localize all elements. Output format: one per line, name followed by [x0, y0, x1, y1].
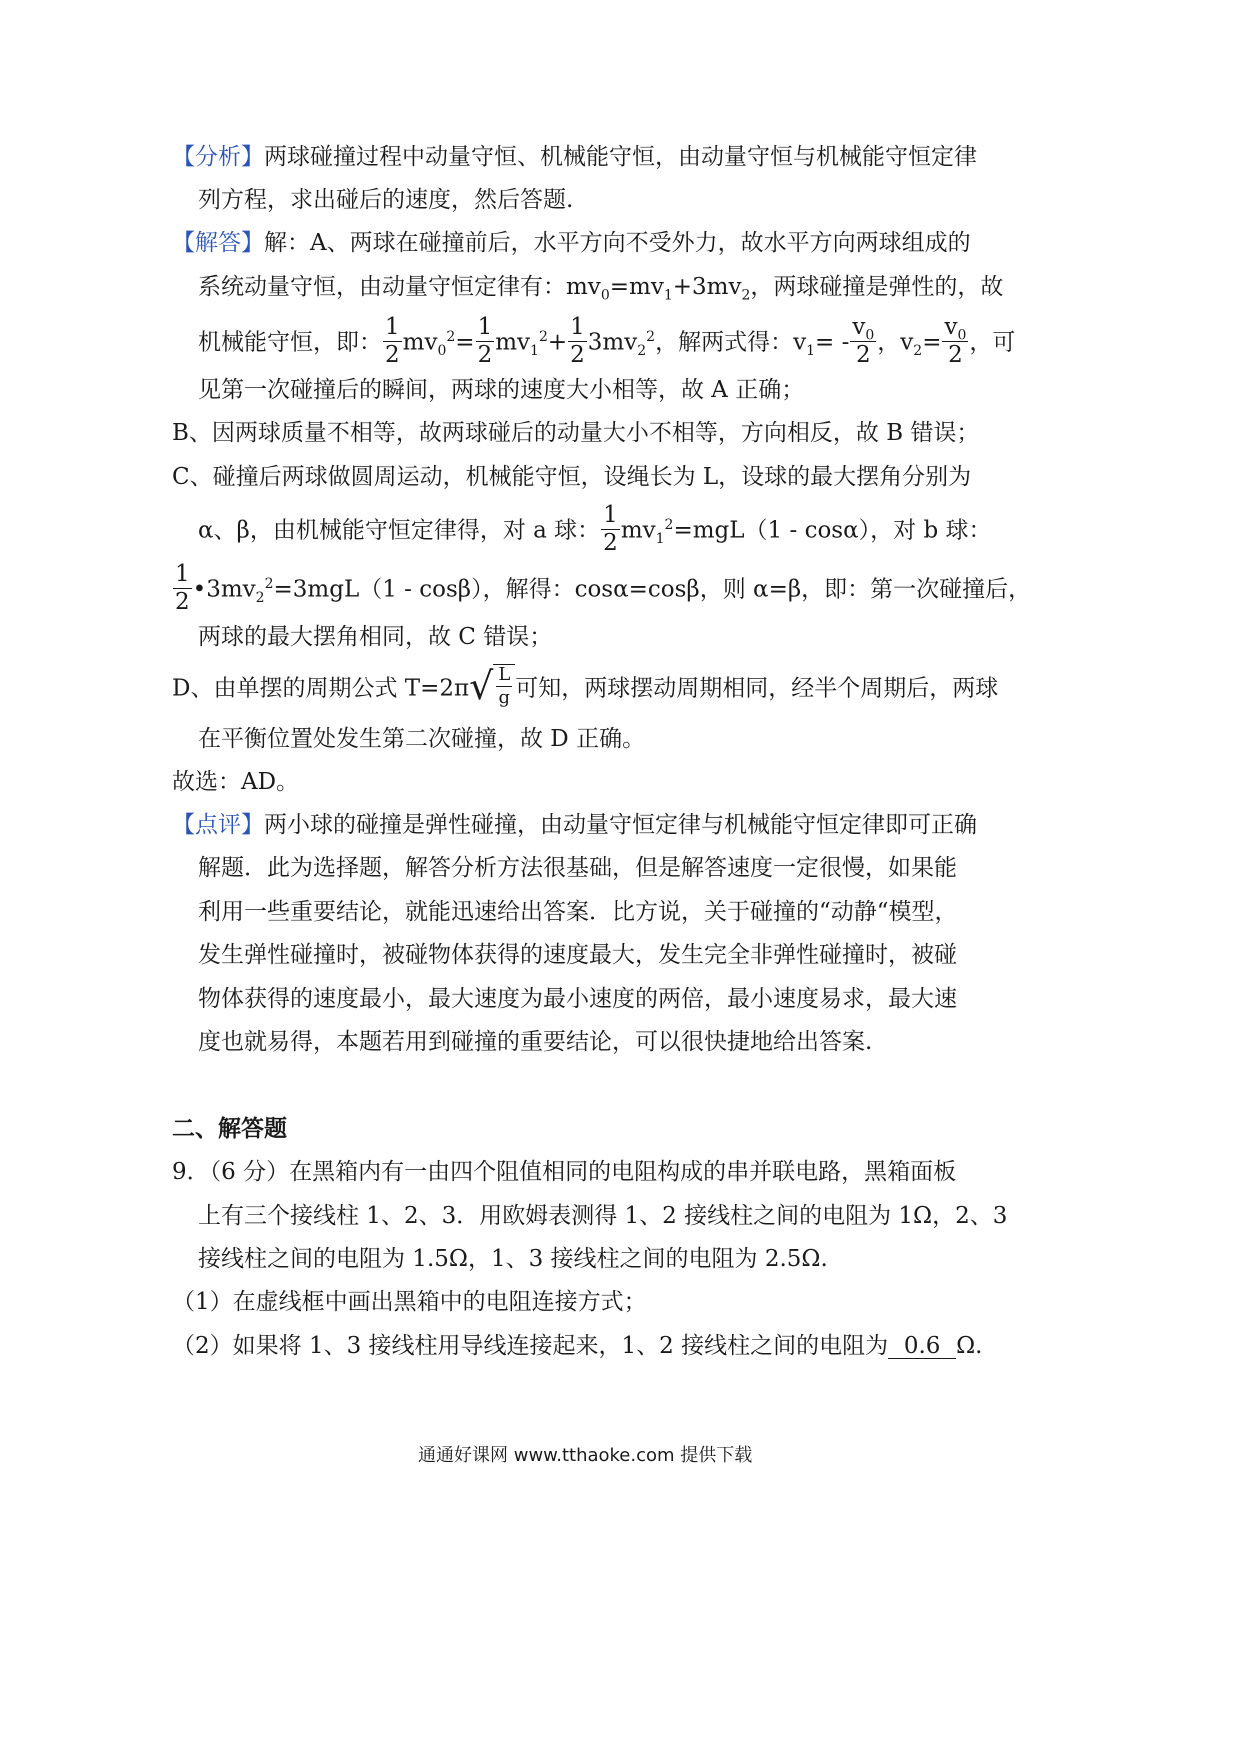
sub-0: 0	[865, 327, 875, 344]
comment-tag: 【点评】	[172, 812, 264, 838]
frac-num: 1	[570, 314, 585, 340]
v: v	[944, 314, 958, 340]
frac-num: 1	[385, 314, 400, 340]
section-heading: 二、解答题	[172, 1116, 287, 1142]
frac-den: 2	[856, 342, 871, 368]
frac-den: 2	[948, 342, 963, 368]
energy-term-3: 3mv	[587, 329, 638, 356]
q9-part-2	[172, 1335, 983, 1359]
comma-ke: ，可	[969, 329, 1016, 356]
solution-d-line-2: 在平衡位置处发生第二次碰撞，故 D 正确。	[198, 726, 646, 752]
momentum-text-d: ，两球碰撞是弹性的，故	[750, 274, 1004, 300]
sup-2: 2	[664, 516, 674, 533]
frac-den: 2	[477, 342, 493, 368]
sqrt-l-over-g	[469, 664, 515, 707]
frac-num	[850, 316, 876, 342]
d-text-b: 可知，两球摆动周期相同，经半个周期后，两球	[515, 675, 999, 702]
momentum-text-b: =mv	[609, 274, 664, 300]
q9-part-2-text: （2）如果将 1、3 接线柱用导线连接起来，1、2 接线柱之间的电阻为	[172, 1333, 889, 1359]
solution-b: B、因两球质量不相等，故两球碰后的动量大小不相等，方向相反，故 B 错误；	[172, 420, 980, 446]
sub-1: 1	[806, 343, 815, 360]
solution-line-2	[198, 274, 1004, 304]
analysis-line-1	[172, 146, 977, 169]
frac-num: 1	[477, 314, 493, 340]
q9-line-1: 9．（6 分）在黑箱内有一由四个阻值相同的电阻构成的串并联电路，黑箱面板	[172, 1159, 957, 1185]
plus: +	[547, 329, 568, 356]
c-term: mv	[620, 517, 656, 544]
c-text-c: =mgL（1 - cosα），对 b 球：	[673, 517, 992, 544]
solution-line-4: 见第一次碰撞后的瞬间，两球的速度大小相等，故 A 正确；	[198, 377, 805, 403]
c-text-a: α、β，由机械能守恒定律得，对 a 球：	[198, 517, 601, 544]
sub-0: 0	[957, 327, 967, 344]
sub-2: 2	[913, 343, 923, 360]
frac-den: 2	[603, 530, 618, 556]
fraction-half	[601, 504, 620, 555]
sup-2: 2	[446, 328, 456, 345]
sup-2: 2	[538, 328, 548, 345]
sup-2: 2	[264, 575, 274, 592]
sup-2: 2	[646, 328, 656, 345]
sub-0: 0	[600, 287, 610, 304]
v: v	[852, 314, 866, 340]
energy-intro: 机械能守恒，即：	[198, 329, 382, 356]
comma-v: ，v	[877, 329, 914, 356]
solution-c-line-2	[198, 502, 992, 557]
solve-text: ，解两式得：v	[655, 329, 807, 356]
sub-2: 2	[741, 287, 751, 304]
frac-num	[942, 316, 968, 342]
frac-num: 1	[175, 561, 190, 587]
analysis-tag: 【分析】	[172, 144, 264, 170]
frac-den: 2	[570, 342, 585, 368]
fraction-half	[568, 316, 587, 367]
momentum-text-a: 系统动量守恒，由动量守恒定律有：mv	[198, 274, 601, 300]
momentum-text-c: +3mv	[672, 274, 742, 300]
c3-term: •3mv	[192, 576, 256, 603]
sub-2: 2	[637, 343, 647, 360]
frac-num: 1	[603, 502, 618, 528]
solution-d-line-1	[172, 663, 999, 711]
energy-term-1: mv	[402, 329, 438, 356]
solution-c-line-4: 两球的最大摆角相同，故 C 错误；	[198, 624, 553, 650]
solution-text-1: 解：A、两球在碰撞前后，水平方向不受外力，故水平方向两球组成的	[264, 230, 971, 256]
radicand	[493, 664, 515, 707]
comment-line-1	[172, 814, 977, 837]
frac-den: 2	[385, 342, 400, 368]
frac-den: g	[498, 687, 511, 708]
equals-minus: = -	[815, 329, 850, 356]
sub-1: 1	[655, 531, 665, 548]
unit-ohm: Ω.	[956, 1333, 983, 1359]
sub-0: 0	[437, 343, 447, 360]
fraction-v0-half	[850, 316, 876, 367]
sub-2: 2	[255, 590, 265, 607]
solution-tag: 【解答】	[172, 230, 264, 256]
fraction-v0-half	[942, 316, 968, 367]
comment-line-2: 解题．此为选择题，解答分析方法很基础，但是解答速度一定很慢，如果能	[198, 855, 957, 881]
d-text-a: D、由单摆的周期公式 T=2π	[172, 675, 470, 702]
answer-blank: 0.6	[888, 1335, 956, 1359]
solution-choice: 故选：AD。	[172, 769, 300, 795]
solution-c-line-3	[172, 561, 1032, 616]
comment-line-5: 物体获得的速度最小，最大速度为最小速度的两倍，最小速度易求，最大速	[198, 986, 957, 1012]
equals: =	[922, 329, 942, 356]
fraction-l-g	[496, 666, 512, 707]
comment-line-6: 度也就易得，本题若用到碰撞的重要结论，可以很快捷地给出答案.	[198, 1029, 873, 1055]
q9-line-2: 上有三个接线柱 1、2、3．用欧姆表测得 1、2 接线柱之间的电阻为 1Ω，2、3	[198, 1203, 1008, 1229]
comment-text-1: 两小球的碰撞是弹性碰撞，由动量守恒定律与机械能守恒定律即可正确	[264, 812, 977, 838]
q9-line-3: 接线柱之间的电阻为 1.5Ω，1、3 接线柱之间的电阻为 2.5Ω.	[198, 1246, 828, 1272]
q9-part-1: （1）在虚线框中画出黑箱中的电阻连接方式；	[172, 1289, 647, 1315]
radical-sign: √	[469, 663, 494, 708]
frac-num: L	[498, 664, 511, 685]
solution-line-1	[172, 232, 971, 255]
comment-line-3: 利用一些重要结论，就能迅速给出答案．比方说，关于碰撞的“动静“模型，	[198, 899, 958, 925]
sub-1: 1	[663, 287, 673, 304]
fraction-half	[173, 563, 192, 614]
fraction-half	[476, 316, 495, 367]
energy-term-2: mv	[495, 329, 531, 356]
footer-watermark: 通通好课网 www.tthaoke.com 提供下载	[418, 1445, 753, 1466]
analysis-text-1: 两球碰撞过程中动量守恒、机械能守恒，由动量守恒与机械能守恒定律	[264, 144, 977, 170]
solution-line-3	[198, 314, 1016, 369]
c3-text: =3mgL（1 - cosβ），解得：cosα=cosβ，则 α=β，即：第一次碰撞后，	[273, 576, 1032, 603]
fraction-half	[383, 316, 402, 367]
comment-line-4: 发生弹性碰撞时，被碰物体获得的速度最大，发生完全非弹性碰撞时，被碰	[198, 942, 957, 968]
frac-den: 2	[175, 589, 190, 615]
solution-c-line-1: C、碰撞后两球做圆周运动，机械能守恒，设绳长为 L，设球的最大摆角分别为	[172, 464, 972, 490]
analysis-line-2: 列方程，求出碰后的速度，然后答题.	[198, 187, 574, 213]
sub-1: 1	[530, 343, 539, 360]
equals: =	[455, 329, 475, 356]
